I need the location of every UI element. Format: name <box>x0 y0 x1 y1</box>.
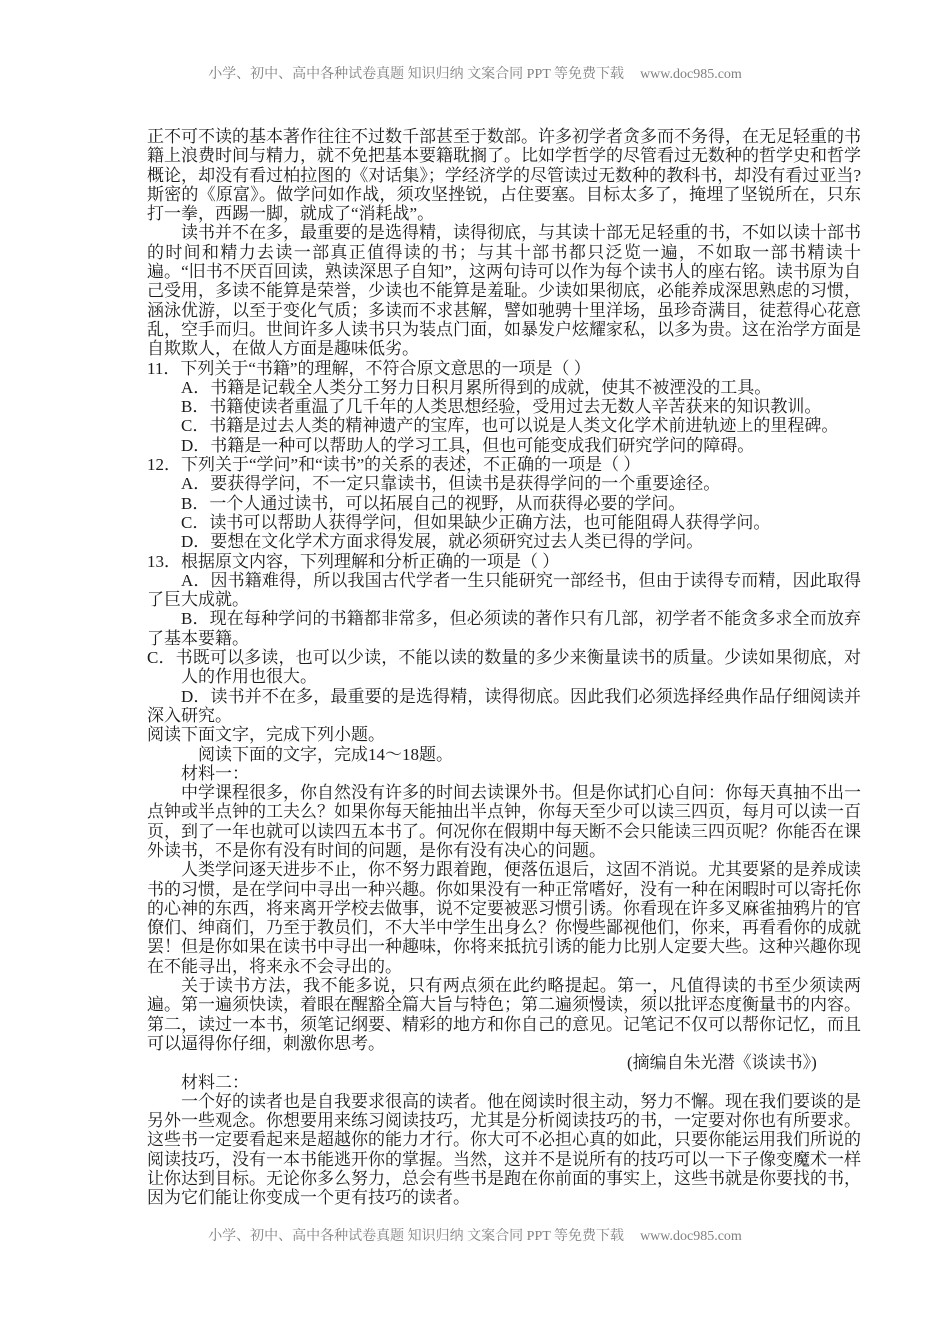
source-attribution: (摘编自朱光潜《谈读书》) <box>626 1053 817 1073</box>
question-13-option-b: B．现在每种学问的书籍都非常多，但必须读的著作只有几部，初学者不能贪多求全而放弃了基本要籍。 <box>147 609 861 648</box>
reading-instruction-2: 阅读下面的文字，完成14～18题。 <box>198 744 453 764</box>
question-11-option-a: A．书籍是记载全人类分工努力日积月累所得到的成就，使其不被湮没的工具。 <box>181 377 772 397</box>
question-12-option-b: B．一个人通过读书，可以拓展自己的视野，从而获得必要的学问。 <box>181 493 686 513</box>
material-2-paragraph-1: 一个好的读者也是自我要求很高的读者。他在阅读时很主动，努力不懈。现在我们要谈的是另外一些观念。你想要用来练习阅读技巧，尤其是分析阅读技巧的书，一定要对你也有所要求。这些书一定要看起来是超越你的能力才行。你大可不必担心真的如此，只要你能运用我们所说的阅读技巧，没有一本书能逃开你的掌握。当然，这并不是说所有的技巧可以一下子像变魔术一样让你达到目标。无论你多么努力，总会有些书是跑在你前面的事实上，这些书就是你要找的书，因为它们能让你变成一个更有技巧的读者。 <box>147 1091 861 1208</box>
document-body <box>147 127 861 1208</box>
header-watermark <box>0 66 950 84</box>
header-watermark-text: 小学、初中、高中各种试卷真题 知识归纳 文案合同 PPT 等免费下载 <box>208 67 625 82</box>
material-1-paragraph-1: 中学课程很多，你自然没有许多的时间去读课外书。但是你试扪心自问：你每天真抽不出一点钟或半点钟的工夫么？如果你每天能抽出半点钟，你每天至少可以读三四页，每月可以读一百页，到了一年也就可以读四五本书了。何况你在假期中每天断不会只能读三四页呢？你能否在课外读书，不是你有没有时间的问题，是你有没有决心的问题。 <box>147 783 861 860</box>
question-13-stem: 13．根据原文内容，下列理解和分析正确的一项是（ ） <box>147 551 560 571</box>
footer-watermark-url: www.doc985.com <box>640 1229 742 1244</box>
question-11-option-b: B．书籍使读者重温了几千年的人类思想经验，受用过去无数人辛苦获来的知识教训。 <box>181 397 822 417</box>
question-11-option-c: C．书籍是过去人类的精神遗产的宝库，也可以说是人类文化学术前进轨迹上的里程碑。 <box>181 416 839 436</box>
footer-watermark-text: 小学、初中、高中各种试卷真题 知识归纳 文案合同 PPT 等免费下载 <box>208 1229 625 1244</box>
question-11-option-d: D．书籍是一种可以帮助人的学习工具，但也可能变成我们研究学问的障碍。 <box>181 435 755 455</box>
question-12-option-c: C．读书可以帮助人获得学问，但如果缺少正确方法，也可能阻碍人获得学问。 <box>181 512 771 532</box>
body-paragraph-2: 读书并不在多，最重要的是选得精，读得彻底，与其读十部无足轻重的书，不如以读十部书的时间和精力去读一部真正值得读的书；与其十部书都只泛览一遍，不如取一部书精读十遍。“旧书不厌百回读，熟读深思子自知”，这两句诗可以作为每个读书人的座右铭。读书原为自己受用，多读不能算是荣誉，少读也不能算是羞耻。少读如果彻底，必能养成深思熟虑的习惯，涵泳优游，以至于变化气质；多读而不求甚解，譬如驰骋十里洋场，虽珍奇满目，徒惹得心花意乱，空手而归。世间许多人读书只为装点门面，如暴发户炫耀家私，以多为贵。这在治学方面是自欺欺人，在做人方面是趣味低劣。 <box>147 223 861 359</box>
material-1-paragraph-2: 人类学问逐天进步不止，你不努力跟着跑，便落伍退后，这固不消说。尤其要紧的是养成读书的习惯，是在学问中寻出一种兴趣。你如果没有一种正常嗜好，没有一种在闲暇时可以寄托你的心神的东西，将来离开学校去做事，说不定要被恶习惯引诱。你看现在许多叉麻雀抽鸦片的官僚们、绅商们，乃至于教员们，不大半中学生出身么？你慢些鄙视他们，你来，再看看你的成就罢！但是你如果在读书中寻出一种趣味，你将来抵抗引诱的能力比别人定要大些。这种兴趣你现在不能寻出，将来永不会寻出的。 <box>147 860 861 976</box>
reading-instruction-1: 阅读下面文字，完成下列小题。 <box>147 725 385 745</box>
question-11-stem: 11．下列关于“书籍”的理解，不符合原文意思的一项是（ ） <box>147 358 591 378</box>
question-12-option-d: D．要想在文化学术方面求得发展，就必须研究过去人类已得的学问。 <box>181 532 704 552</box>
material-2-heading: 材料二： <box>181 1072 249 1092</box>
question-13-option-c: C．书既可以多读，也可以少读，不能以读的数量的多少来衡量读书的质量。少读如果彻底，对人的作用也很大。 <box>147 648 861 687</box>
question-12-stem: 12．下列关于“学问”和“读书”的关系的表述，不正确的一项是（ ） <box>147 455 641 475</box>
continued-paragraph: 正不可不读的基本著作往往不过数千部甚至于数部。许多初学者贪多而不务得，在无足轻重的书籍上浪费时间与精力，就不免把基本要籍耽搁了。比如学哲学的尽管看过无数种的哲学史和哲学概论，却没有看过柏拉图的《对话集》；学经济学的尽管读过无数种的教科书，却没有看过亚当?斯密的《原富》。做学问如作战，须攻坚挫锐，占住要塞。目标太多了，掩埋了坚锐所在，只东打一拳，西踢一脚，就成了“消耗战”。 <box>147 127 861 224</box>
material-1-paragraph-3: 关于读书方法，我不能多说，只有两点须在此约略提起。第一，凡值得读的书至少须读两遍。第一遍须快读，着眼在醒豁全篇大旨与特色；第二遍须慢读，须以批评态度衡量书的内容。第二，读过一本书，须笔记纲要、精彩的地方和你自己的意见。记笔记不仅可以帮你记忆，而且可以逼得你仔细，刺激你思考。 <box>147 976 861 1053</box>
material-1-heading: 材料一： <box>181 763 249 783</box>
question-13-option-d: D．读书并不在多，最重要的是选得精，读得彻底。因此我们必须选择经典作品仔细阅读并深入研究。 <box>147 686 861 725</box>
footer-watermark <box>0 1228 950 1246</box>
header-watermark-url: www.doc985.com <box>640 67 742 82</box>
question-12-option-a: A．要获得学问，不一定只靠读书，但读书是获得学问的一个重要途径。 <box>181 474 721 494</box>
question-13-option-a: A．因书籍难得，所以我国古代学者一生只能研究一部经书，但由于读得专而精，因此取得了巨大成就。 <box>147 570 861 610</box>
